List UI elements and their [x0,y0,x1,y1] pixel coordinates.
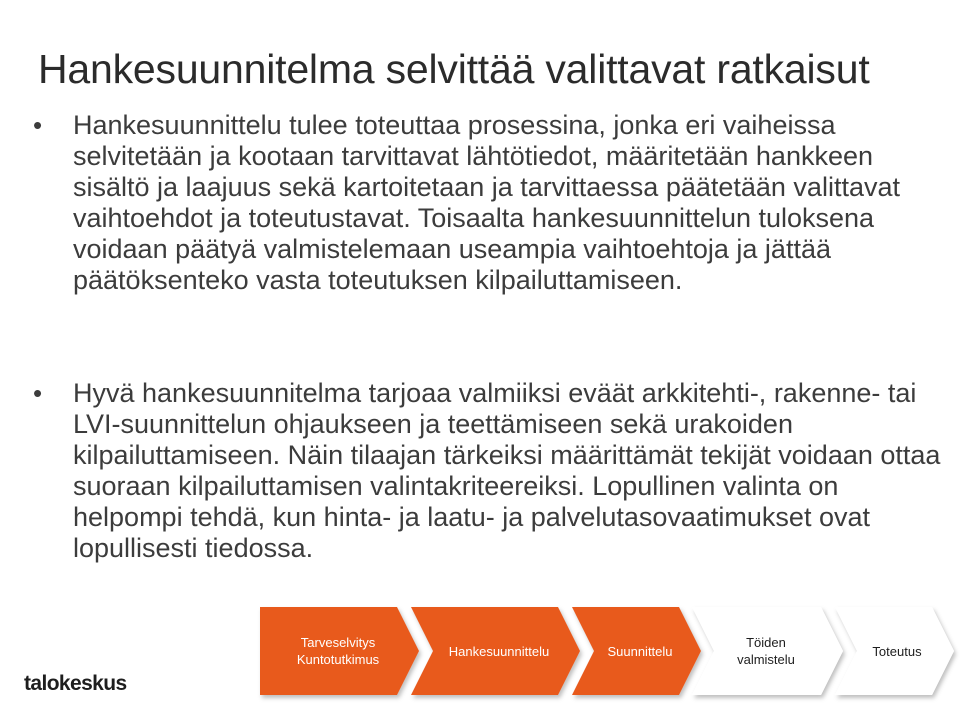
bullet-item-1: • Hankesuunnittelu tulee toteuttaa prosessina, jonka eri vaiheissa selvitetään ja kootaan tarvittavat lähtötiedot, määritetään hankkeen sisältö ja laajuus sekä kartoitetaan ja tarvittaessa päätetään valittavat vaihtoehdot ja toteutustavat. Toisaalta hankesuunnittelun tuloksena voidaan päätyä valmistelemaan useampia vaihtoehtoja ja jättää päätöksenteko vasta toteutuksen kilpailuttamiseen. [73,110,943,296]
talokeskus-logo: talokeskus [24,672,127,695]
slide-title: Hankesuunnitelma selvittää valittavat ratkaisut [38,46,870,92]
process-step-label: Töiden valmistelu [737,635,795,667]
process-step-tarveselvitys[interactable] [260,607,419,695]
process-step-label: Tarveselvitys Kuntotutkimus [296,635,380,667]
process-step-label: Suunnittelu [607,643,673,659]
process-step-hankesuunnittelu[interactable] [411,607,580,695]
process-step-suunnittelu[interactable] [572,607,701,695]
bullet-item-2: • Hyvä hankesuunnitelma tarjoaa valmiiksi eväät arkkitehti-, rakenne- tai LVI-suunnittelun ohjaukseen ja teettämiseen sekä urakoiden kilpailuttamiseen. Näin tilaajan tärkeiksi määrittämät tekijät voidaan ottaa suoraan kilpailuttamisen valintakriteereiksi. Lopullinen valinta on helpompi tehdä, kun hinta- ja laatu- ja palvelutasovaatimukset ovat lopullisesti tiedossa. [73,378,943,564]
process-step-toiden-valmistelu[interactable] [692,607,843,695]
process-step-label: Hankesuunnittelu [448,643,550,659]
process-step-label: Toteutus [872,643,922,659]
process-step-toteutus[interactable] [835,607,954,695]
